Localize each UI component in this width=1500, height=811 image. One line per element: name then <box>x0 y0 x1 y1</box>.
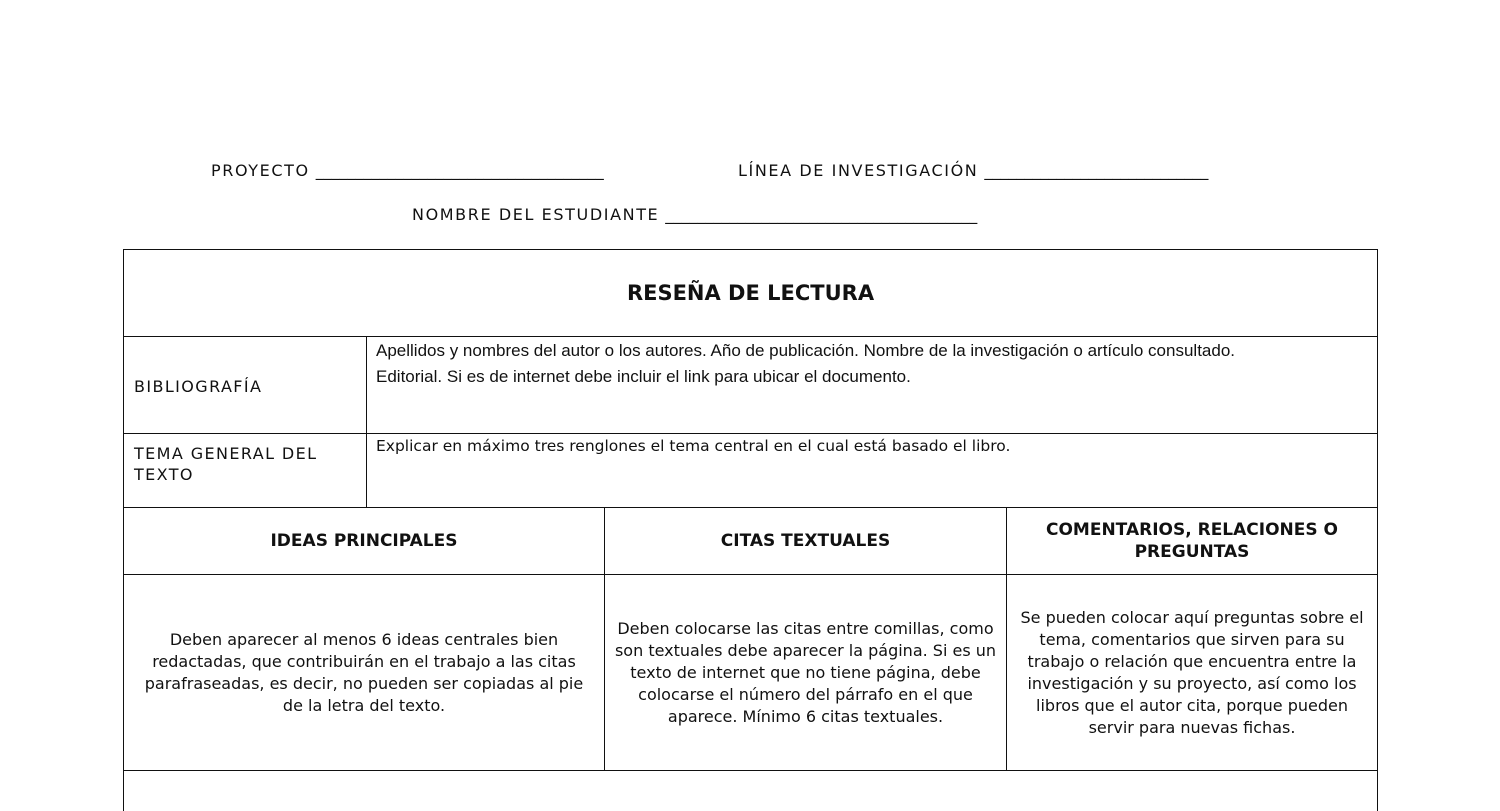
next-row-cell <box>124 771 1378 811</box>
column-header-row <box>124 508 1378 575</box>
proyecto-label: PROYECTO <box>211 161 310 180</box>
bibliografia-text-line-2: Editorial. Si es de internet debe incluir el link para ubicar el documento. <box>376 364 1369 390</box>
next-row-partial <box>124 771 1378 811</box>
citas-textuales-text: Deben colocarse las citas entre comillas, como son textuales debe aparecer la página. Si es un texto de internet que no tiene página, debe colocarse el número del párrafo en el que aparece. Mínimo 6 citas textuales. <box>613 618 998 728</box>
tema-row <box>124 434 1378 508</box>
ideas-principales-text: Deben aparecer al menos 6 ideas centrales bien redactadas, que contribuirán en el trabajo a las citas parafraseadas, es decir, no pueden ser copiadas al pie de la letra del texto. <box>132 629 596 717</box>
table-title: RESEÑA DE LECTURA <box>124 250 1378 337</box>
tema-label <box>124 434 367 508</box>
resena-table <box>123 249 1378 811</box>
ideas-principales-header: IDEAS PRINCIPALES <box>124 508 605 575</box>
comentarios-text: Se pueden colocar aquí preguntas sobre el tema, comentarios que sirven para su trabajo o relación que encuentra entre la investigación y su proyecto, así como los libros que el autor cita, porque pueden servir para nuevas fichas. <box>1015 607 1369 739</box>
nombre-estudiante-field <box>412 205 977 224</box>
tema-cell[interactable]: Explicar en máximo tres renglones el tema central en el cual está basado el libro. <box>367 434 1378 508</box>
linea-investigacion-blank[interactable]: ____________________________ <box>984 161 1208 180</box>
bibliografia-row <box>124 337 1378 434</box>
column-body-row <box>124 575 1378 771</box>
tema-label-line-1: TEMA GENERAL DEL <box>134 443 366 464</box>
comentarios-cell[interactable] <box>1007 575 1378 771</box>
nombre-estudiante-label: NOMBRE DEL ESTUDIANTE <box>412 205 659 224</box>
proyecto-field <box>211 161 604 180</box>
comentarios-header: COMENTARIOS, RELACIONES O PREGUNTAS <box>1007 508 1378 575</box>
nombre-estudiante-blank[interactable]: _______________________________________ <box>665 205 977 224</box>
bibliografia-label: BIBLIOGRAFÍA <box>124 337 367 434</box>
citas-textuales-cell[interactable] <box>605 575 1007 771</box>
linea-investigacion-field <box>738 161 1208 180</box>
title-row <box>124 250 1378 337</box>
proyecto-blank[interactable]: ____________________________________ <box>316 161 604 180</box>
linea-investigacion-label: LÍNEA DE INVESTIGACIÓN <box>738 161 978 180</box>
tema-label-line-2: TEXTO <box>134 464 366 485</box>
bibliografia-text-line-1: Apellidos y nombres del autor o los autores. Año de publicación. Nombre de la investigación o artículo consultado. <box>376 338 1369 364</box>
citas-textuales-header: CITAS TEXTUALES <box>605 508 1007 575</box>
ideas-principales-cell[interactable] <box>124 575 605 771</box>
bibliografia-cell[interactable] <box>367 337 1378 434</box>
